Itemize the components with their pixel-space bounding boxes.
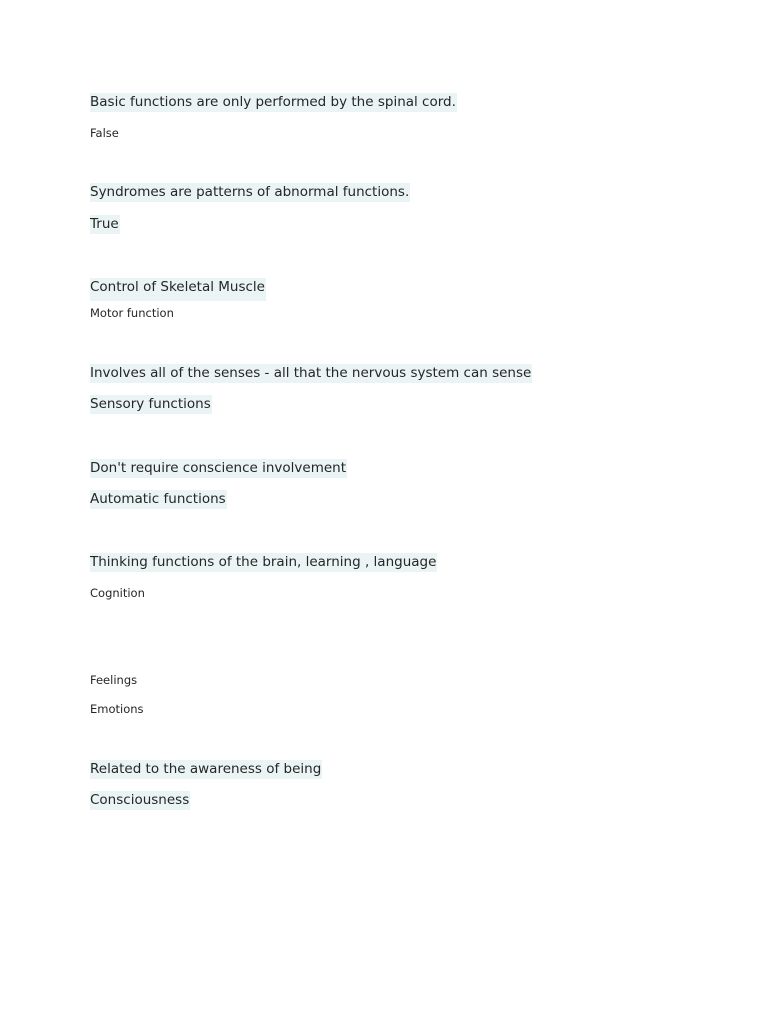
- card-7-term: Feelings: [90, 673, 138, 687]
- card-2-definition: True: [90, 216, 119, 232]
- card-5-definition: Automatic functions: [90, 491, 226, 507]
- card-4-term: Involves all of the senses - all that the nervous system can sense: [90, 365, 532, 381]
- card-5-term: Don't require conscience involvement: [90, 460, 347, 476]
- card-3-definition: Motor function: [90, 306, 174, 320]
- card-8-definition: Consciousness: [90, 792, 190, 808]
- card-3-term: Control of Skeletal Muscle: [90, 279, 266, 296]
- card-6-term: Thinking functions of the brain, learning , language: [90, 554, 437, 570]
- card-1-term: Basic functions are only performed by the spinal cord.: [90, 94, 456, 110]
- card-7-definition: Emotions: [90, 702, 144, 716]
- card-4-definition: Sensory functions: [90, 396, 211, 412]
- card-2-term: Syndromes are patterns of abnormal functions.: [90, 184, 410, 200]
- card-6-definition: Cognition: [90, 586, 145, 600]
- card-1-definition: False: [90, 126, 119, 140]
- card-8-term: Related to the awareness of being: [90, 761, 322, 777]
